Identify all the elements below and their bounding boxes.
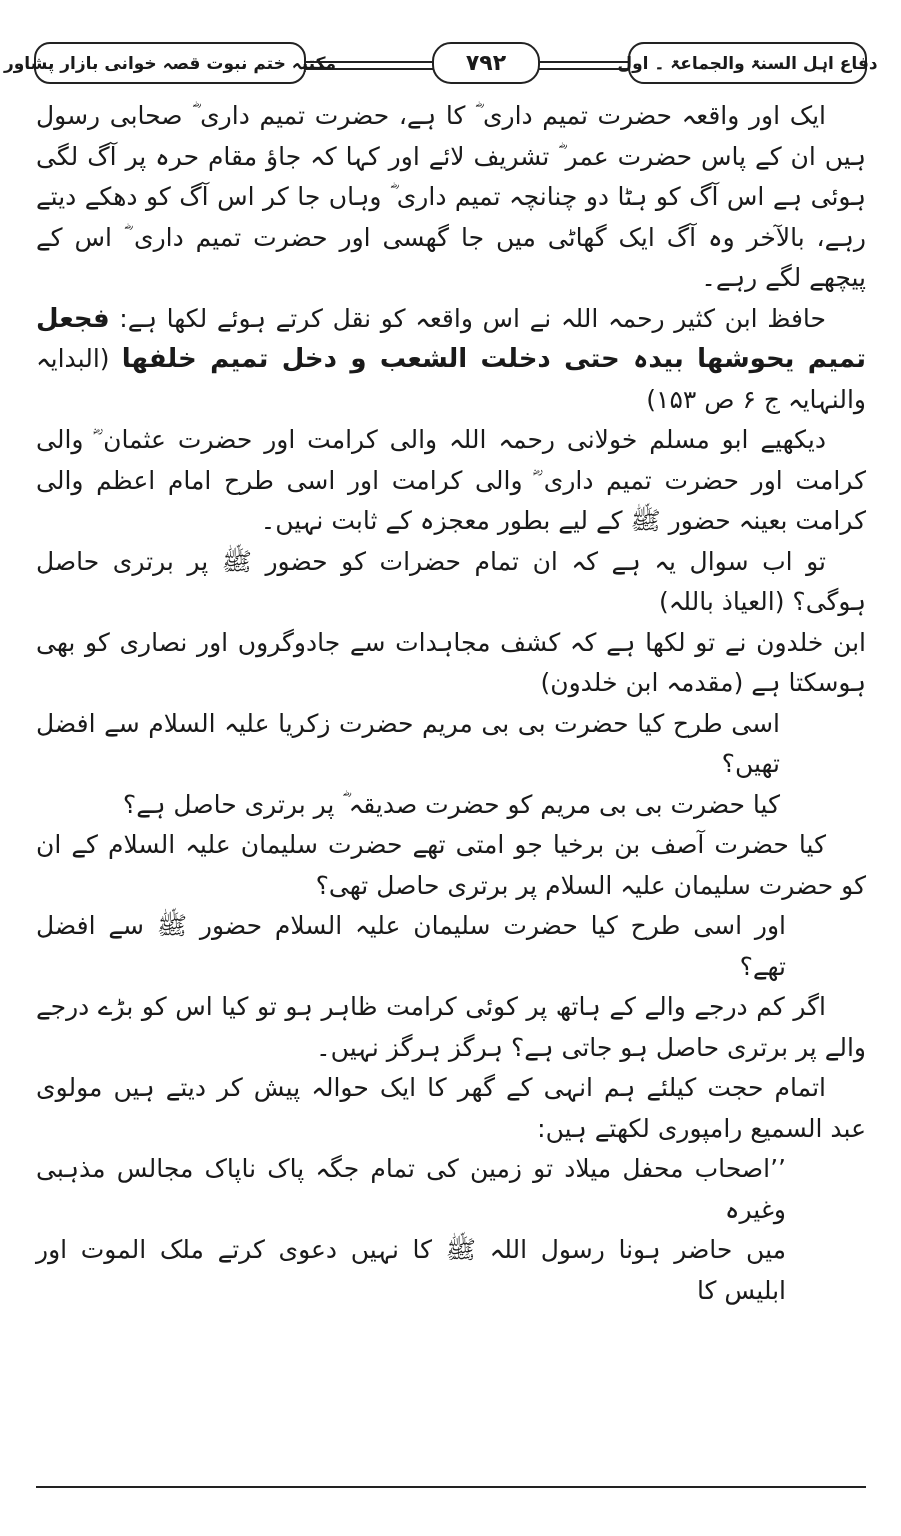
publisher-title: مکتبہ ختم نبوت قصہ خوانی بازار پشاور <box>34 42 306 84</box>
question-maryam-zakariya: اسی طرح کیا حضرت بی بی مریم حضرت زکریا علیہ السلام سے افضل تھیں؟ <box>36 708 780 778</box>
paragraph-tamim-dari: ایک اور واقعہ حضرت تمیم داری ؓ کا ہے، حضرت تمیم داری ؓ صحابی رسول ہیں ان کے پاس حضرت عمر ؓ تشریف لائے اور کہا کہ جاؤ مقام حرہ پر آگ لگی ہوئی ہے اس آگ کو ہٹا دو چنانچہ تمیم داری ؓ وہاں جا کر اس آگ کو دھکے دیتے رہے، بالآخر وہ آگ ایک گھاٹی میں جا گھسی اور حضرت تمیم داری ؓ اس کے پیچھے لگے رہے۔ <box>36 101 866 292</box>
quote-line-2: میں حاضر ہونا رسول اللہ ﷺ کا نہیں دعوی کرتے ملک الموت اور ابلیس کا <box>36 1235 786 1305</box>
paragraph-question: تو اب سوال یہ ہے کہ ان تمام حضرات کو حضور ﷺ پر برتری حاصل ہوگی؟ (العیاذ باللہ) <box>36 546 866 616</box>
bidayah-reference: (البدایہ والنہایہ ج ۶ ص ۱۵۳) <box>36 344 866 414</box>
ibn-kathir-lead: حافظ ابن کثیر رحمہ اللہ نے اس واقعہ کو نقل کرتے ہوئے لکھا ہے: <box>109 303 826 333</box>
paragraph-ibn-kathir <box>36 299 866 421</box>
footer-rule <box>36 1486 866 1488</box>
paragraph-itmam-hujjat: اتمام حجت کیلئے ہم انہی کے گھر کا ایک حوالہ پیش کر دیتے ہیں مولوی عبد السمیع رامپوری لکھتے ہیں: <box>36 1073 866 1143</box>
quote-line-1: ’’اصحاب محفل میلاد تو زمین کی تمام جگہ پاک ناپاک مجالس مذہبی وغیرہ <box>36 1154 786 1224</box>
page-header <box>3 40 878 86</box>
paragraph-lower-rank: اگر کم درجے والے کے ہاتھ پر کوئی کرامت ظاہر ہو تو کیا اس کو بڑے درجے والے پر برتری حاصل ہو جاتی ہے؟ ہرگز ہرگز نہیں۔ <box>36 992 866 1062</box>
question-sulaiman: اور اسی طرح کیا حضرت سلیمان علیہ السلام حضور ﷺ سے افضل تھے؟ <box>36 911 786 981</box>
book-title: دفاع اہل السنۃ والجماعۃ ۔ اول <box>628 42 867 84</box>
page-number: ۷۹۲ <box>432 42 540 84</box>
question-maryam-siddiqa: کیا حضرت بی بی مریم کو حضرت صدیقہ ؓ پر برتری حاصل ہے؟ <box>122 789 780 819</box>
paragraph-karamat: دیکھیے ابو مسلم خولانی رحمہ اللہ والی کرامت اور حضرت عثمان ؓ والی کرامت اور حضرت تمیم داری ؓ والی کرامت اور اسی طرح امام اعظم والی کرامت بعینہ حضور ﷺ کے لیے بطور معجزہ کے ثابت نہیں۔ <box>36 425 866 535</box>
page-body <box>36 96 866 1311</box>
paragraph-ibn-khaldun: ابن خلدون نے تو لکھا ہے کہ کشف مجاہدات سے جادوگروں اور نصاری کو بھی ہوسکتا ہے (مقدمہ ابن خلدون) <box>36 627 866 697</box>
question-asif-barkhiya: کیا حضرت آصف بن برخیا جو امتی تھے حضرت سلیمان علیہ السلام کے ان کو حضرت سلیمان علیہ السلام پر برتری حاصل تھی؟ <box>36 830 866 900</box>
arabic-quotation: فجعل تمیم یحوشھا بیدہ حتی دخلت الشعب و دخل تمیم خلفھا <box>36 303 866 374</box>
